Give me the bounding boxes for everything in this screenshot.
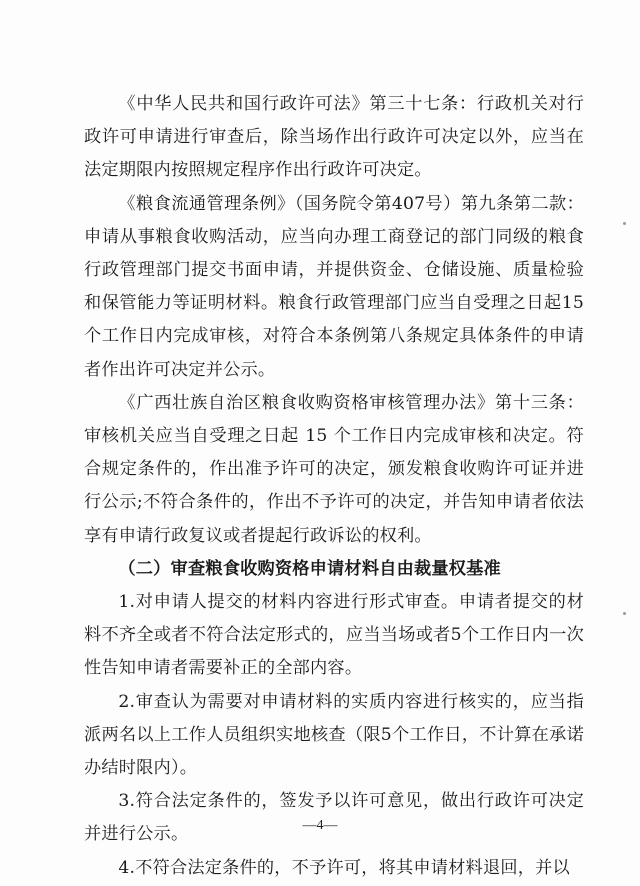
list-item: 2.审查认为需要对申请材料的实质内容进行核实的，应当指派两名以上工作人员组织实地核查（限5个工作日，不计算在承诺办结时限内）。 [84, 691, 584, 779]
paragraph-grain-circulation-regulation: 《粮食流通管理条例》（国务院令第407号）第九条第二款：申请从事粮食收购活动，应当向办理工商登记的部门同级的粮食行政管理部门提交书面申请，并提供资金、仓储设施、质量检验和保管能力等证明材料。粮食行政管理部门应当自受理之日起15 个工作日内完成审核，对符合本条例第八条规定具体条件的申请者作出许可决定并公示。 [84, 193, 584, 380]
list-item: 1.对申请人提交的材料内容进行形式审查。申请者提交的材料不齐全或者不符合法定形式的，应当当场或者5个工作日内一次性告知申请者需要补正的全部内容。 [84, 592, 584, 679]
paragraph-guangxi-grain-purchase-measures: 《广西壮族自治区粮食收购资格审核管理办法》第十三条：审核机关应当自受理之日起 15 个工作日内完成审核和决定。符合规定条件的，作出准予许可的决定，颁发粮食收购许可证并进行公示;不符合条件的，作出不予许可的决定，并告知申请者依法享有申请行政复议或者提起行政诉讼的权利。 [84, 392, 584, 546]
page-number: —4— [302, 818, 338, 833]
section-heading: （二）审查粮食收购资格申请材料自由裁量权基准 [118, 558, 501, 579]
scan-dot [623, 222, 626, 225]
scan-dot [623, 612, 626, 615]
document-body [84, 88, 584, 885]
list-item: 4.不符合法定条件的，不予许可，将其申请材料退回，并以 [118, 857, 570, 878]
list-item: 3.符合法定条件的，签发予以许可意见，做出行政许可决定并进行公示。 [84, 791, 584, 845]
paragraph-admin-license-law: 《中华人民共和国行政许可法》第三十七条：行政机关对行政许可申请进行审查后，除当场作出行政许可决定以外，应当在法定期限内按照规定程序作出行政许可决定。 [84, 94, 584, 181]
